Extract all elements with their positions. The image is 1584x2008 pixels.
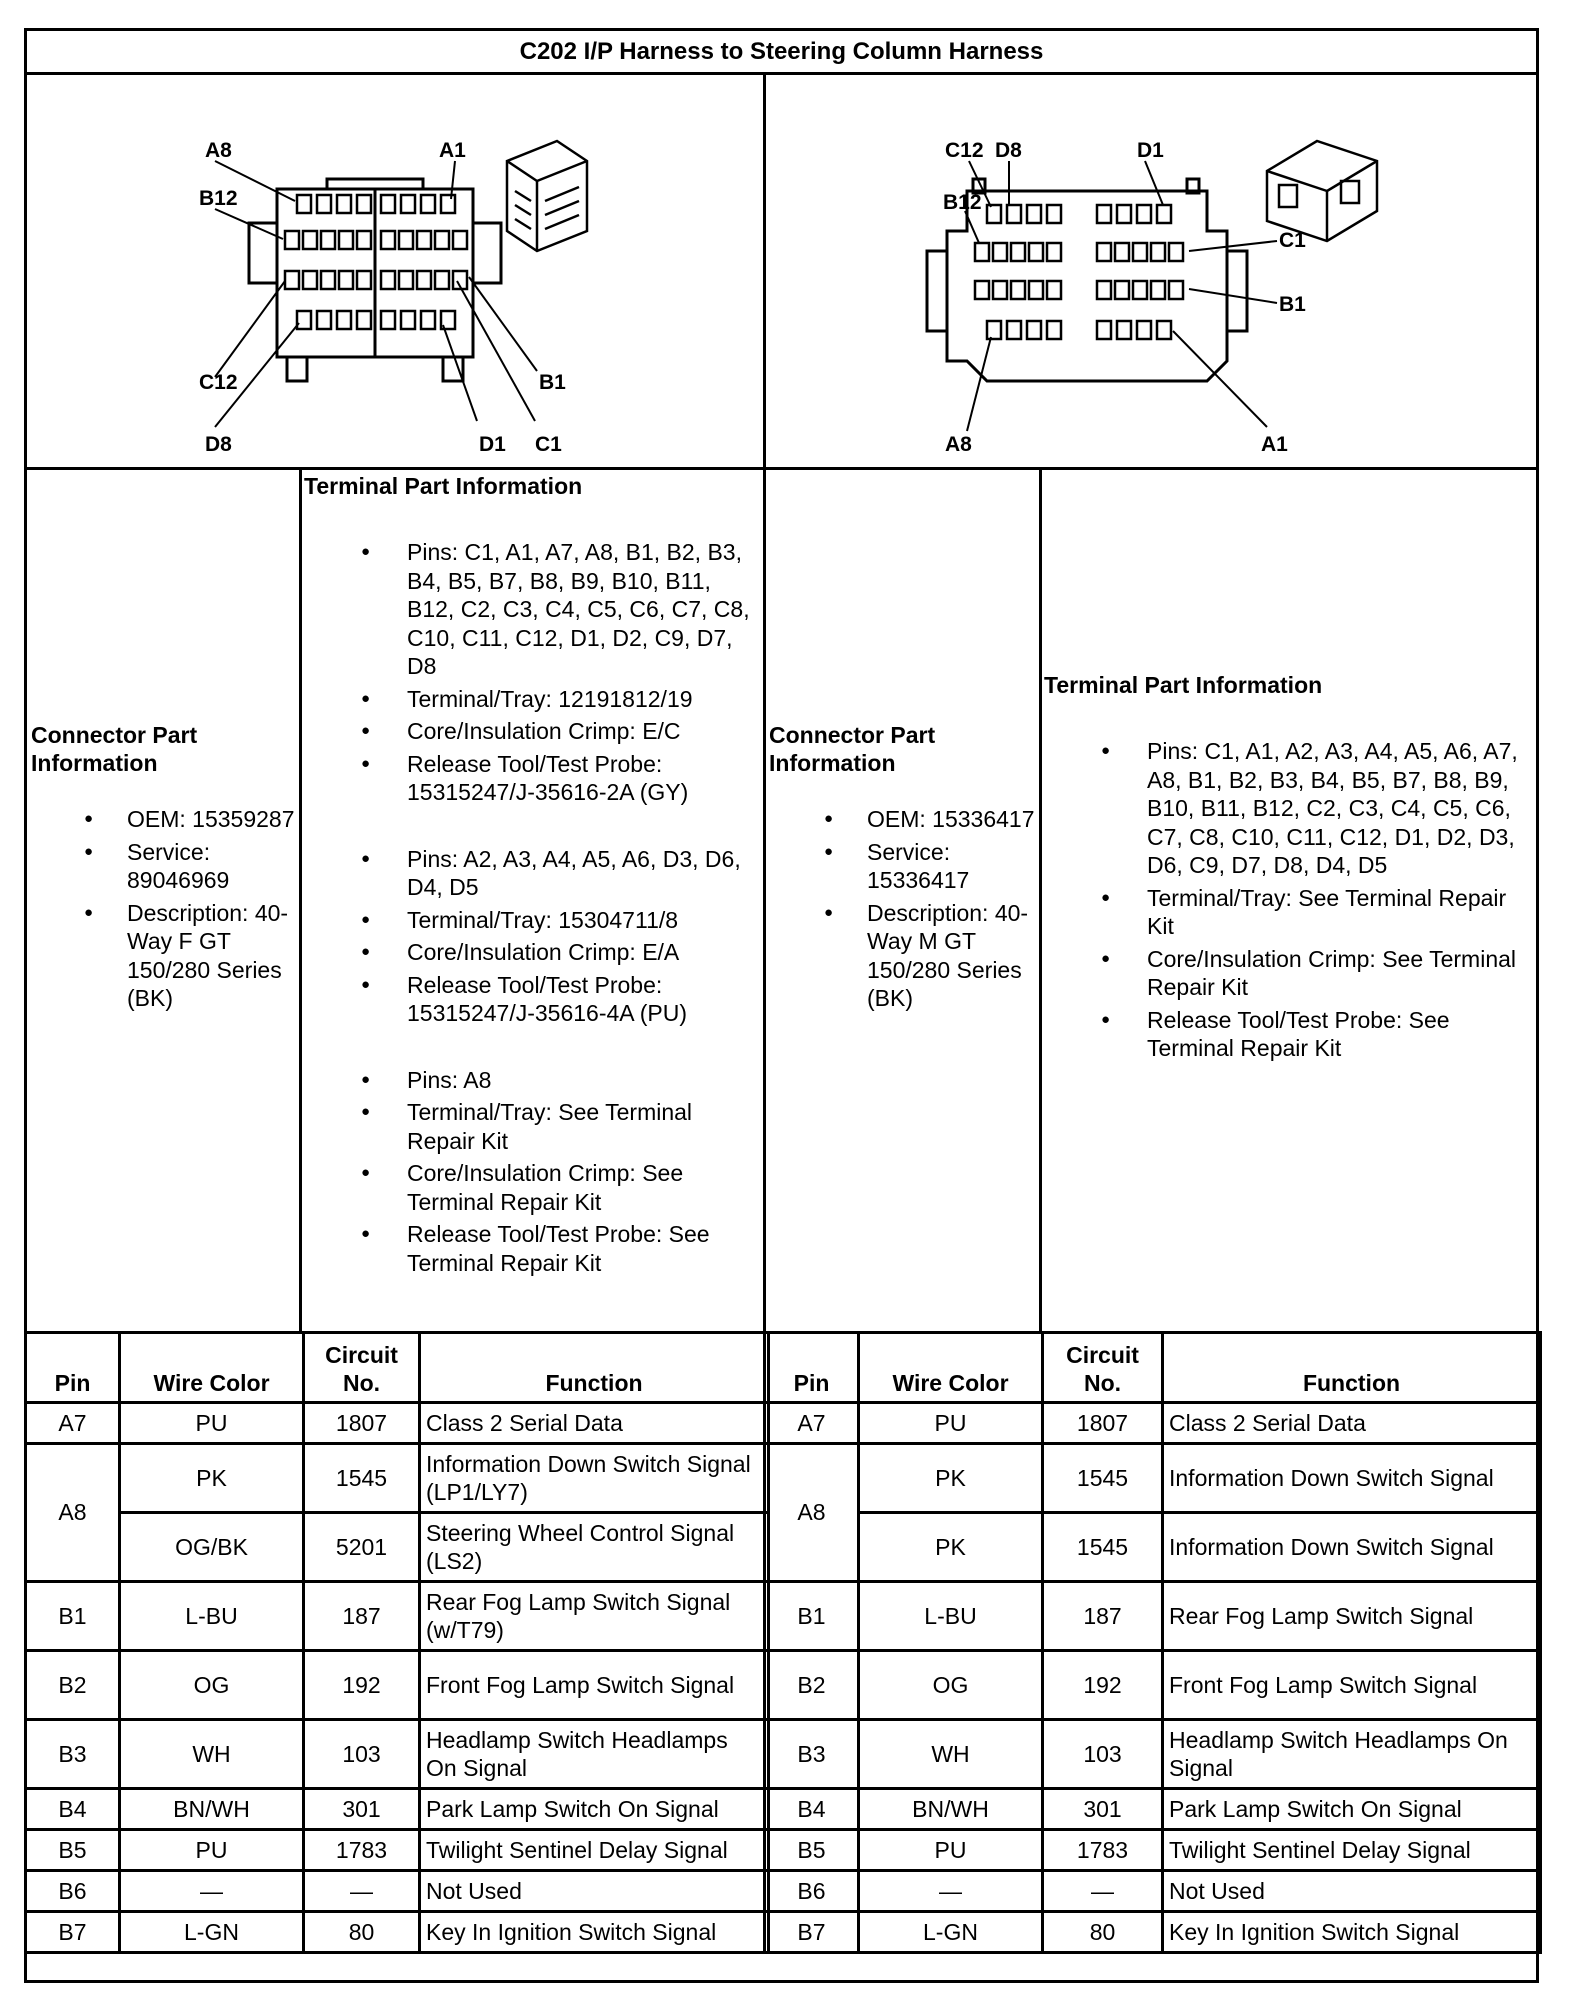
right-term-tray: ● Terminal/Tray: See Terminal Repair Kit [1044, 884, 1536, 941]
wire-cell: PK [120, 1444, 304, 1513]
table-row [765, 1830, 1541, 1871]
left-term-g2-tray: ● Terminal/Tray: 15304711/8 [304, 906, 760, 935]
function-cell: Class 2 Serial Data [1163, 1403, 1541, 1444]
wire-cell: — [120, 1871, 304, 1912]
table-row [26, 1912, 769, 1953]
header-function: Function [420, 1333, 769, 1403]
wire-cell: PU [859, 1830, 1043, 1871]
left-term-g3-pins: ● Pins: A8 [304, 1066, 760, 1095]
table-row [26, 1582, 769, 1651]
function-cell: Park Lamp Switch On Signal [1163, 1789, 1541, 1830]
pin-label-b12: B12 [199, 187, 238, 210]
table-row [765, 1720, 1541, 1789]
function-cell: Rear Fog Lamp Switch Signal [1163, 1582, 1541, 1651]
pin-cell: B2 [765, 1651, 859, 1720]
wire-cell: BN/WH [120, 1789, 304, 1830]
wire-cell: L-GN [120, 1912, 304, 1953]
left-term-g2-crimp: ● Core/Insulation Crimp: E/A [304, 938, 760, 967]
function-cell: Not Used [1163, 1871, 1541, 1912]
pin-cell: B1 [765, 1582, 859, 1651]
table-row [26, 1403, 769, 1444]
pin-label-a1-right: A1 [1261, 433, 1288, 451]
circuit-cell: 192 [1043, 1651, 1163, 1720]
pin-cell: B6 [26, 1871, 120, 1912]
circuit-cell: 187 [1043, 1582, 1163, 1651]
right-service: ● Service: 15336417 [767, 838, 1039, 895]
table-row [765, 1651, 1541, 1720]
pin-cell: B5 [26, 1830, 120, 1871]
table-row [26, 1871, 769, 1912]
pin-cell: B7 [765, 1912, 859, 1953]
table-row [26, 1789, 769, 1830]
right-term-pins: ● Pins: C1, A1, A2, A3, A4, A5, A6, A7, A8, B1, B2, B3, B4, B5, B7, B8, B9, B10, B11, B12, C2, C3, C4, C5, C6, C7, C8, C10, C11, C12, D1, D2, D3, D6, C9, D7, D8, D4, D5 [1044, 737, 1536, 880]
pin-label-a1: A1 [439, 139, 466, 162]
circuit-cell: 301 [304, 1789, 420, 1830]
left-terminal-heading: Terminal Part Information [304, 473, 583, 499]
connector-sheet [24, 28, 1539, 1983]
left-term-g1-crimp: ● Core/Insulation Crimp: E/C [304, 717, 760, 746]
pin-cell: B1 [26, 1582, 120, 1651]
circuit-cell: 192 [304, 1651, 420, 1720]
function-cell: Key In Ignition Switch Signal [1163, 1912, 1541, 1953]
pin-cell: A8 [765, 1444, 859, 1582]
wire-cell: PK [859, 1444, 1043, 1513]
pin-label-a8: A8 [205, 139, 232, 162]
circuit-cell: 1545 [1043, 1513, 1163, 1582]
wire-cell: BN/WH [859, 1789, 1043, 1830]
function-cell: Twilight Sentinel Delay Signal [1163, 1830, 1541, 1871]
circuit-cell: 1545 [304, 1444, 420, 1513]
left-term-g2-tool: ● Release Tool/Test Probe: 15315247/J-35616-4A (PU) [304, 971, 760, 1028]
left-terminal-info [304, 472, 760, 1281]
header-pin: Pin [26, 1333, 120, 1403]
circuit-cell: 1807 [1043, 1403, 1163, 1444]
function-cell: Steering Wheel Control Signal (LS2) [420, 1513, 769, 1582]
table-row [765, 1912, 1541, 1953]
function-cell: Twilight Sentinel Delay Signal [420, 1830, 769, 1871]
circuit-cell: 301 [1043, 1789, 1163, 1830]
wire-cell: — [859, 1871, 1043, 1912]
pin-label-c1-right: C1 [1279, 229, 1306, 252]
circuit-cell: 1545 [1043, 1444, 1163, 1513]
pin-label-d8-right: D8 [995, 139, 1022, 162]
table-row [765, 1871, 1541, 1912]
left-description: ● Description: 40-Way F GT 150/280 Series (BK) [27, 899, 299, 1013]
table-row [765, 1789, 1541, 1830]
header-circuit-right: Circuit No. [1043, 1333, 1163, 1403]
center-divider [763, 75, 766, 1331]
right-term-tool: ● Release Tool/Test Probe: See Terminal Repair Kit [1044, 1006, 1536, 1063]
right-terminal-heading: Terminal Part Information [1044, 672, 1323, 698]
pin-cell: B2 [26, 1651, 120, 1720]
function-cell: Information Down Switch Signal [1163, 1513, 1541, 1582]
left-term-g1-pins: ● Pins: C1, A1, A7, A8, B1, B2, B3, B4, B5, B7, B8, B9, B10, B11, B12, C2, C3, C4, C5, C6, C7, C8, C10, C11, C12, D1, D2, C9, D7, D8 [304, 538, 760, 681]
circuit-cell: 5201 [304, 1513, 420, 1582]
left-service: ● Service: 89046969 [27, 838, 299, 895]
left-term-g3-tray: ● Terminal/Tray: See Terminal Repair Kit [304, 1098, 760, 1155]
left-term-g1-tool: ● Release Tool/Test Probe: 15315247/J-35616-2A (GY) [304, 750, 760, 807]
header-wire-color-right: Wire Color [859, 1333, 1043, 1403]
table-row [26, 1513, 769, 1582]
function-cell: Information Down Switch Signal [1163, 1444, 1541, 1513]
wire-cell: PU [120, 1403, 304, 1444]
pin-cell: B7 [26, 1912, 120, 1953]
pin-label-d1-right: D1 [1137, 139, 1164, 162]
function-cell: Front Fog Lamp Switch Signal [420, 1651, 769, 1720]
wire-cell: L-BU [120, 1582, 304, 1651]
wire-cell: PU [859, 1403, 1043, 1444]
table-row [26, 1720, 769, 1789]
pin-label-d8: D8 [205, 433, 232, 451]
pin-label-b1: B1 [539, 371, 566, 394]
header-function-right: Function [1163, 1333, 1541, 1403]
right-description: ● Description: 40-Way M GT 150/280 Series (BK) [767, 899, 1039, 1013]
circuit-cell: 103 [1043, 1720, 1163, 1789]
pin-cell: B3 [26, 1720, 120, 1789]
header-circuit: Circuit No. [304, 1333, 420, 1403]
table-row [765, 1582, 1541, 1651]
left-connector-info [27, 721, 299, 1017]
pin-label-a8-right: A8 [945, 433, 972, 451]
function-cell: Rear Fog Lamp Switch Signal (w/T79) [420, 1582, 769, 1651]
circuit-cell: 187 [304, 1582, 420, 1651]
wire-cell: L-BU [859, 1582, 1043, 1651]
pin-label-c12-right: C12 [945, 139, 984, 162]
table-row [765, 1444, 1541, 1513]
circuit-cell: 1807 [304, 1403, 420, 1444]
circuit-cell: 80 [1043, 1912, 1163, 1953]
table-row [765, 1513, 1541, 1582]
right-connector-info [767, 721, 1039, 1017]
circuit-cell: 80 [304, 1912, 420, 1953]
table-row [765, 1403, 1541, 1444]
left-term-g1-tray: ● Terminal/Tray: 12191812/19 [304, 685, 760, 714]
circuit-cell: 1783 [1043, 1830, 1163, 1871]
pin-cell: A8 [26, 1444, 120, 1582]
wire-cell: OG [120, 1651, 304, 1720]
wire-cell: L-GN [859, 1912, 1043, 1953]
connector-iso-view-icon [507, 141, 587, 251]
diagram-divider [27, 467, 1536, 470]
right-info-divider [1039, 467, 1042, 1331]
pin-cell: B3 [765, 1720, 859, 1789]
wire-cell: OG/BK [120, 1513, 304, 1582]
left-info-divider [299, 467, 302, 1331]
function-cell: Headlamp Switch Headlamps On Signal [1163, 1720, 1541, 1789]
circuit-cell: 103 [304, 1720, 420, 1789]
pin-label-b1-right: B1 [1279, 293, 1306, 316]
circuit-cell: — [1043, 1871, 1163, 1912]
left-term-g2-pins: ● Pins: A2, A3, A4, A5, A6, D3, D6, D4, D5 [304, 845, 760, 902]
left-pin-table [24, 1331, 770, 1954]
header-wire-color: Wire Color [120, 1333, 304, 1403]
left-connector-heading: Connector Part Information [31, 722, 198, 776]
pin-label-c12: C12 [199, 371, 238, 394]
wire-cell: PU [120, 1830, 304, 1871]
function-cell: Headlamp Switch Headlamps On Signal [420, 1720, 769, 1789]
table-row [26, 1830, 769, 1871]
circuit-cell: 1783 [304, 1830, 420, 1871]
pin-cell: B5 [765, 1830, 859, 1871]
right-term-crimp: ● Core/Insulation Crimp: See Terminal Repair Kit [1044, 945, 1536, 1002]
function-cell: Not Used [420, 1871, 769, 1912]
left-term-g3-tool: ● Release Tool/Test Probe: See Terminal Repair Kit [304, 1220, 760, 1277]
left-connector-diagram [177, 131, 607, 451]
right-terminal-info [1044, 671, 1536, 1067]
wire-cell: OG [859, 1651, 1043, 1720]
function-cell: Information Down Switch Signal (LP1/LY7) [420, 1444, 769, 1513]
right-pin-table [763, 1331, 1542, 1954]
wire-cell: WH [120, 1720, 304, 1789]
left-oem: ● OEM: 15359287 [27, 805, 299, 834]
wire-cell: WH [859, 1720, 1043, 1789]
left-term-g3-crimp: ● Core/Insulation Crimp: See Terminal Repair Kit [304, 1159, 760, 1216]
pin-label-c1: C1 [535, 433, 562, 451]
pin-cell: B4 [26, 1789, 120, 1830]
pin-label-d1: D1 [479, 433, 506, 451]
function-cell: Park Lamp Switch On Signal [420, 1789, 769, 1830]
table-row [26, 1651, 769, 1720]
pin-cell: B4 [765, 1789, 859, 1830]
function-cell: Class 2 Serial Data [420, 1403, 769, 1444]
table-row [26, 1444, 769, 1513]
pin-cell: B6 [765, 1871, 859, 1912]
page-title: C202 I/P Harness to Steering Column Harness [27, 31, 1536, 75]
function-cell: Front Fog Lamp Switch Signal [1163, 1651, 1541, 1720]
header-pin-right: Pin [765, 1333, 859, 1403]
function-cell: Key In Ignition Switch Signal [420, 1912, 769, 1953]
right-connector-heading: Connector Part Information [769, 722, 936, 776]
pin-cell: A7 [765, 1403, 859, 1444]
right-oem: ● OEM: 15336417 [767, 805, 1039, 834]
wire-cell: PK [859, 1513, 1043, 1582]
circuit-cell: — [304, 1871, 420, 1912]
pin-label-b12-right: B12 [943, 191, 982, 214]
right-connector-diagram [907, 131, 1427, 451]
pin-cell: A7 [26, 1403, 120, 1444]
connector-iso-view-icon-right [1267, 141, 1377, 241]
